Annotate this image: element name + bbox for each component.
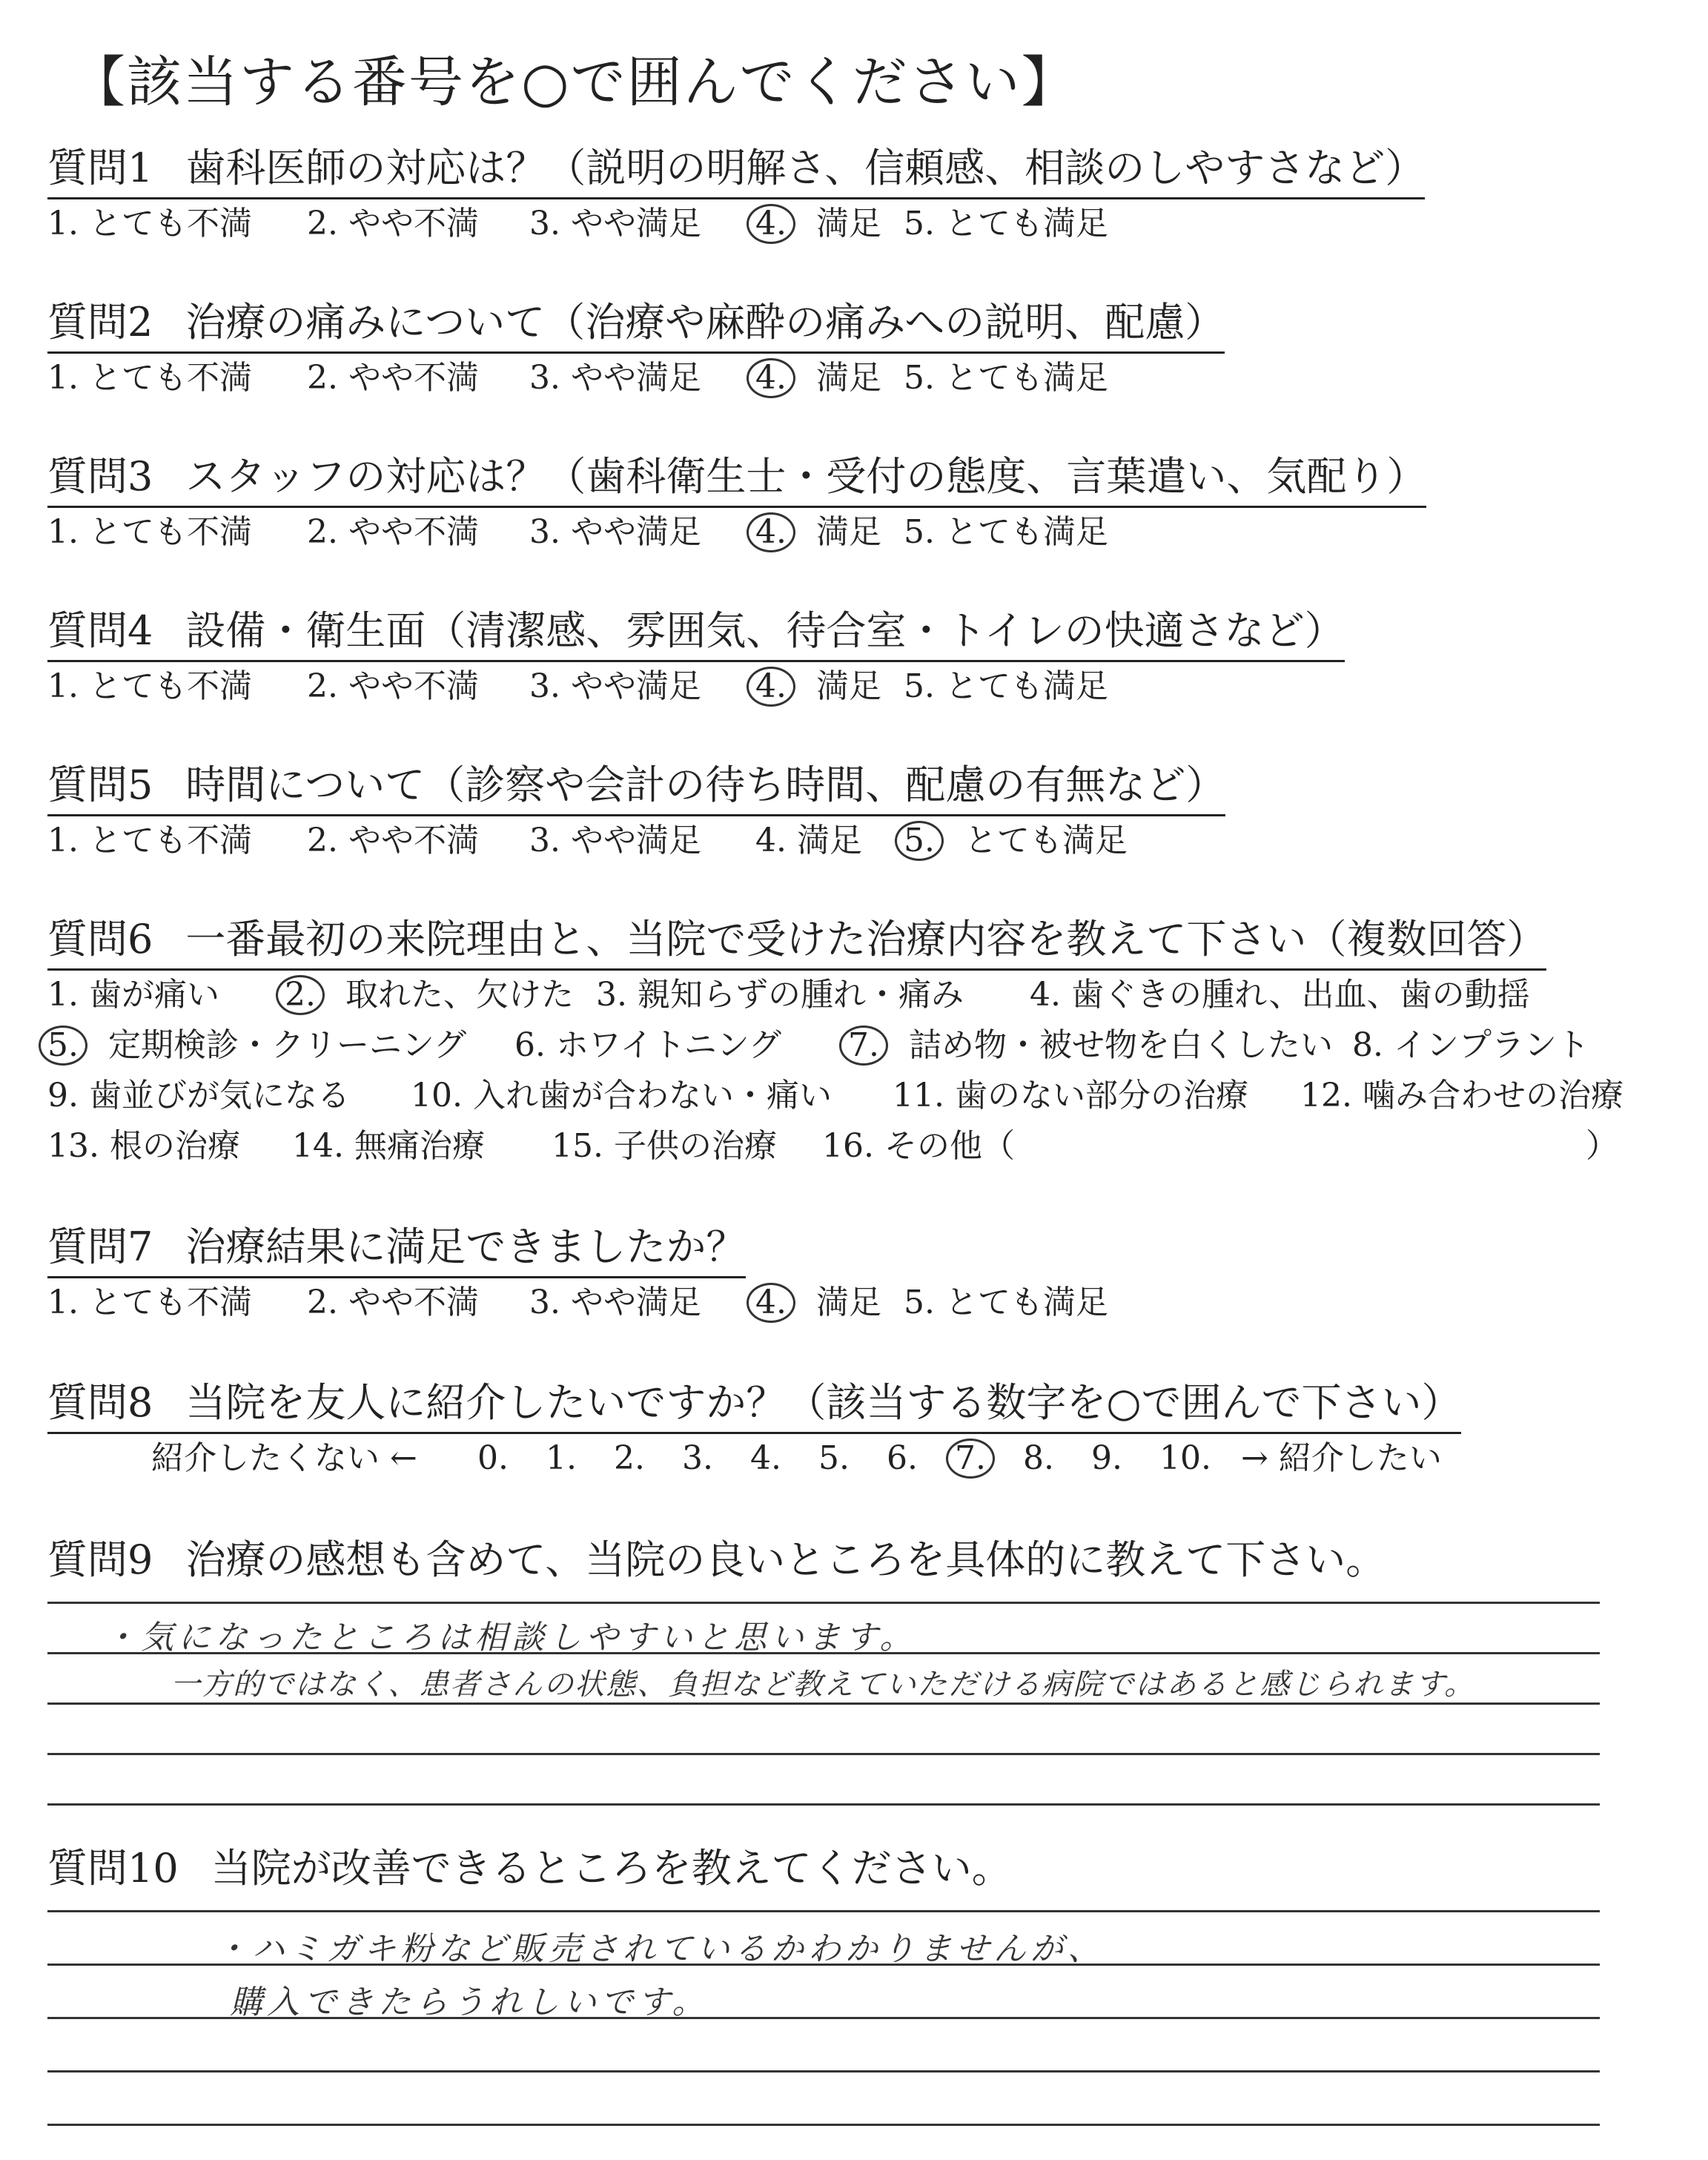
option-2[interactable]: 2. やや不満 [307, 822, 479, 859]
question-label: 質問5 [47, 762, 153, 808]
question-4-title [47, 607, 1345, 662]
option-5[interactable]: 5. とても満足 [904, 513, 1108, 551]
question-5-title [47, 762, 1225, 816]
scale-right-label: → 紹介したい [1241, 1439, 1442, 1477]
reason-option[interactable]: 8. インプラント [1352, 1026, 1589, 1064]
option-2[interactable]: 2. やや不満 [307, 1284, 479, 1321]
reason-option[interactable]: 3. 親知らずの腫れ・痛み [596, 976, 964, 1014]
reason-option[interactable]: 14. 無痛治療 [292, 1127, 485, 1165]
page-title: 【該当する番号を○で囲んでください】 [70, 50, 1078, 114]
question-text: スタッフの対応は？（歯科衛生士・受付の態度、言葉遣い、気配り） [185, 453, 1427, 500]
option-4-circled[interactable]: 4. 満足 [755, 510, 881, 555]
question-label: 質問2 [47, 299, 153, 346]
question-text: 当院を友人に紹介したいですか？（該当する数字を○で囲んで下さい） [185, 1379, 1462, 1426]
handwritten-answer-line-1[interactable]: ・ハミガキ粉など販売されているかわかりませんが、 [215, 1930, 1105, 1968]
reason-option[interactable]: 4. 歯ぐきの腫れ、出血、歯の動揺 [1030, 976, 1530, 1014]
question-text: 治療の痛みについて（治療や麻酔の痛みへの説明、配慮） [185, 299, 1225, 346]
question-text: 設備・衛生面（清潔感、雰囲気、待合室・トイレの快適さなど） [185, 607, 1345, 654]
scale-6[interactable]: 6. [887, 1439, 918, 1477]
option-1[interactable]: 1. とても不満 [47, 822, 252, 859]
scale-2[interactable]: 2. [614, 1439, 645, 1477]
question-label: 質問10 [47, 1845, 179, 1892]
option-4[interactable]: 4. 満足 [755, 822, 862, 859]
question-label: 質問4 [47, 607, 153, 654]
question-text: 歯科医師の対応は？（説明の明解さ、信頼感、相談のしやすさなど） [185, 145, 1426, 191]
scale-5[interactable]: 5. [818, 1439, 850, 1477]
option-3[interactable]: 3. やや満足 [529, 205, 701, 242]
option-3[interactable]: 3. やや満足 [529, 667, 701, 705]
reason-option[interactable]: 12. 噛み合わせの治療 [1300, 1077, 1623, 1114]
handwritten-answer-line-2[interactable]: 一方的ではなく、患者さんの状態、負担など教えていただける病院ではあると感じられます。 [171, 1668, 1475, 1702]
question-label: 質問7 [47, 1223, 153, 1270]
answer-line [47, 1602, 1600, 1604]
other-close-paren: ） [1586, 1127, 1618, 1165]
option-3[interactable]: 3. やや満足 [529, 513, 701, 551]
question-8-title [47, 1379, 1461, 1434]
option-2[interactable]: 2. やや不満 [307, 359, 479, 397]
reason-option-other[interactable]: 16. その他（ [822, 1127, 1015, 1165]
option-5[interactable]: 5. とても満足 [904, 667, 1108, 705]
question-label: 質問3 [47, 453, 153, 500]
option-2[interactable]: 2. やや不満 [307, 513, 479, 551]
scale-0[interactable]: 0. [477, 1439, 509, 1477]
option-3[interactable]: 3. やや満足 [529, 359, 701, 397]
answer-line [47, 1910, 1600, 1912]
option-4-circled[interactable]: 4. 満足 [755, 1281, 881, 1325]
reason-option[interactable]: 9. 歯並びが気になる [47, 1077, 350, 1114]
option-4-circled[interactable]: 4. 満足 [755, 202, 881, 246]
reason-option[interactable]: 6. ホワイトニング [514, 1026, 782, 1064]
question-label: 質問6 [47, 916, 153, 962]
option-1[interactable]: 1. とても不満 [47, 359, 252, 397]
option-2[interactable]: 2. やや不満 [307, 667, 479, 705]
scale-left-label: 紹介したくない ← [151, 1439, 417, 1477]
question-text: 治療の感想も含めて、当院の良いところを具体的に教えて下さい。 [185, 1536, 1386, 1583]
option-3[interactable]: 3. やや満足 [529, 1284, 701, 1321]
reason-option[interactable]: 15. 子供の治療 [552, 1127, 777, 1165]
answer-line [47, 1753, 1600, 1755]
scale-8[interactable]: 8. [1023, 1439, 1054, 1477]
option-5[interactable]: 5. とても満足 [904, 1284, 1108, 1321]
handwritten-answer-line-2[interactable]: 購入できたらうれしいです。 [230, 1984, 709, 2021]
option-1[interactable]: 1. とても不満 [47, 1284, 252, 1321]
question-text: 当院が改善できるところを教えてください。 [211, 1845, 1012, 1892]
reason-option[interactable]: 1. 歯が痛い [47, 976, 219, 1014]
question-label: 質問9 [47, 1536, 153, 1583]
option-2[interactable]: 2. やや不満 [307, 205, 479, 242]
scale-7-circled[interactable]: 7. [955, 1436, 1016, 1481]
option-3[interactable]: 3. やや満足 [529, 822, 701, 859]
question-text: 治療結果に満足できましたか？ [185, 1223, 747, 1270]
question-label: 質問8 [47, 1379, 153, 1426]
reason-option-circled[interactable]: 5. 定期検診・クリーニング [47, 1023, 466, 1068]
reason-option[interactable]: 10. 入れ歯が合わない・痛い [411, 1077, 832, 1114]
handwritten-answer-line-1[interactable]: ・気になったところは相談しやすいと思います。 [104, 1619, 917, 1657]
scale-1[interactable]: 1. [546, 1439, 577, 1477]
option-5[interactable]: 5. とても満足 [904, 359, 1108, 397]
question-7-title [47, 1223, 746, 1278]
answer-line [47, 2070, 1600, 2073]
question-10-title [47, 1845, 1012, 1898]
question-6-title [47, 916, 1546, 971]
reason-option[interactable]: 11. 歯のない部分の治療 [893, 1077, 1248, 1114]
option-5-circled[interactable]: 5. とても満足 [904, 819, 1128, 863]
scale-10[interactable]: 10. [1159, 1439, 1211, 1477]
answer-line [47, 2124, 1600, 2126]
scale-9[interactable]: 9. [1091, 1439, 1122, 1477]
option-1[interactable]: 1. とても不満 [47, 205, 252, 242]
question-2-title [47, 299, 1225, 354]
option-1[interactable]: 1. とても不満 [47, 667, 252, 705]
option-4-circled[interactable]: 4. 満足 [755, 356, 881, 400]
reason-option-circled[interactable]: 7. 詰め物・被せ物を白くしたい [848, 1023, 1333, 1068]
option-4-circled[interactable]: 4. 満足 [755, 664, 881, 709]
reason-option[interactable]: 13. 根の治療 [47, 1127, 240, 1165]
answer-line [47, 1803, 1600, 1806]
question-9-title [47, 1536, 1386, 1589]
option-1[interactable]: 1. とても不満 [47, 513, 252, 551]
scale-3[interactable]: 3. [682, 1439, 713, 1477]
reason-option-circled[interactable]: 2. 取れた、欠けた [285, 973, 574, 1017]
question-1-title [47, 145, 1425, 199]
scale-4[interactable]: 4. [750, 1439, 781, 1477]
option-5[interactable]: 5. とても満足 [904, 205, 1108, 242]
question-3-title [47, 453, 1426, 508]
question-text: 一番最初の来院理由と、当院で受けた治療内容を教えて下さい（複数回答） [185, 916, 1547, 962]
question-label: 質問1 [47, 145, 153, 191]
question-text: 時間について（診察や会計の待ち時間、配慮の有無など） [185, 762, 1226, 808]
